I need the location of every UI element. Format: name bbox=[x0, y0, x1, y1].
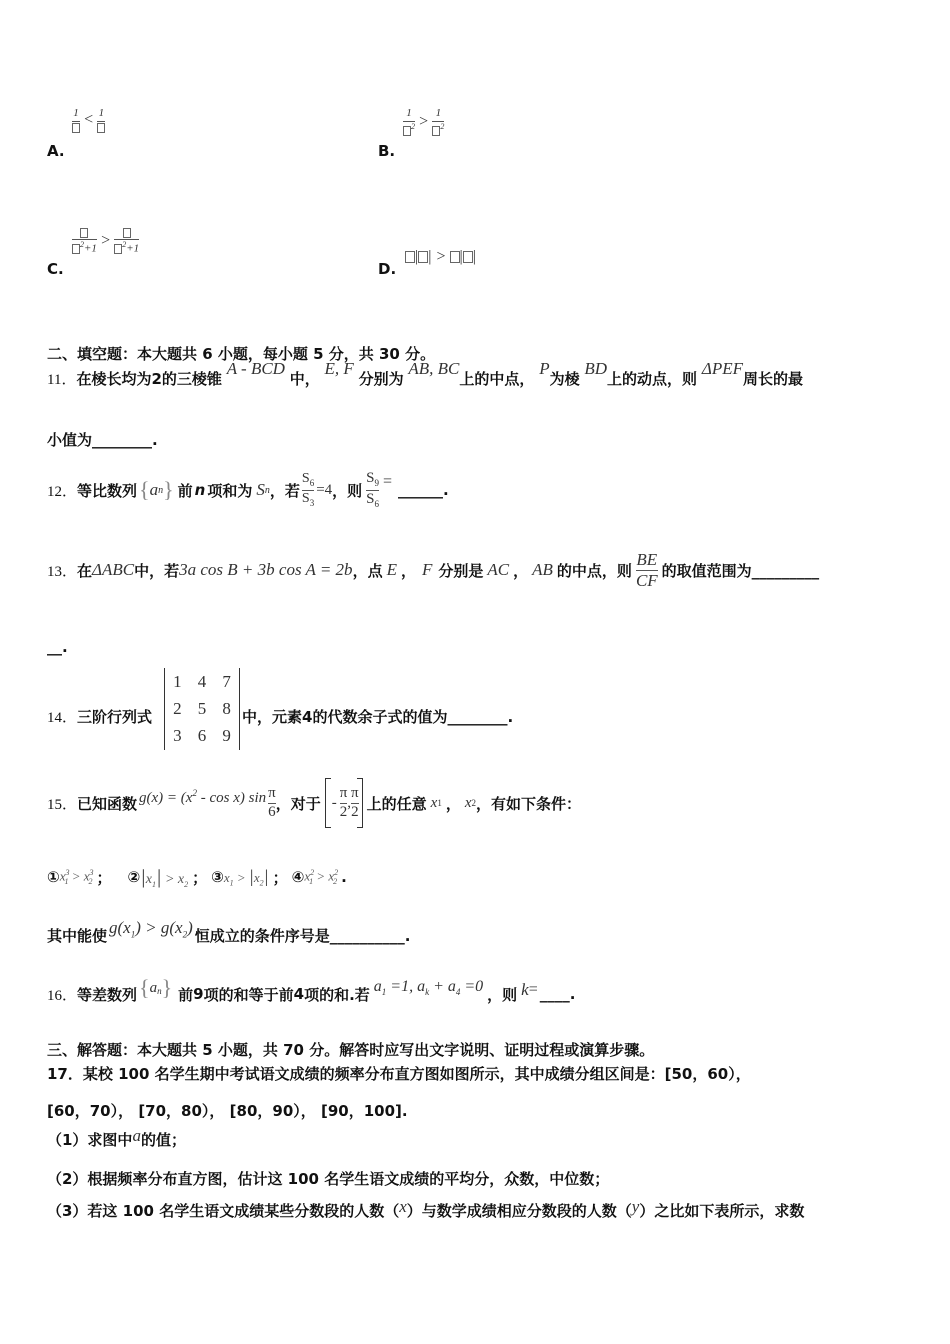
section-3-heading: 三、解答题：本大题共 5 小题，共 70 分。解答时应写出文字说明、证明过程或演算步骤。 bbox=[47, 1041, 655, 1059]
question-17-line1: 17．某校 100 名学生期中考试语文成绩的频率分布直方图如图所示，其中成绩分组区间是：[50，60）， bbox=[47, 1065, 751, 1083]
question-13: 13． 在 ΔABC 中，若 3a cos B + 3b cos A = 2b ，点 E ， F 分别是 AC ， AB 的中点，则 $\frac{BE}{CF}$ 的取值范围为_________ bbox=[47, 549, 820, 590]
question-14-prefix: 14．三阶行列式 bbox=[47, 708, 153, 726]
question-16: 16． 等差数列 { a $_n$ } 前 9 项的和等于前 4 项的和.若 $a_1 =1$, $a_k + a_4 =0$ ，则 k = ____. bbox=[47, 975, 576, 1004]
question-11: 11．在棱长均为2的三棱锥 A - BCD 中， E, F 分别为 AB, BC上的中点， P为棱 BD上的动点，则 ΔPEF周长的最 bbox=[47, 359, 803, 388]
question-14-suffix: 中，元素4的代数余子式的值为________. bbox=[242, 708, 514, 726]
question-13-line2: __. bbox=[47, 638, 68, 656]
question-17-part3: （3）若这 100 名学生语文成绩某些分数段的人数（x）与数学成绩相应分数段的人数（y）之比如下表所示，求数 bbox=[47, 1197, 805, 1220]
question-12: 12． 等比数列 { a n } 前 n 项和为 S n ，若 $\frac{S_6}{S_3}$ =4 ，则 $\frac{S_9}{S_6}$ = ______. bbox=[47, 470, 449, 509]
question-15-conditions: ① $x^3_1 > x^3_2$ ； ② $|x_1| > x_2$ ； ③ $x_1 > |x_2|$ ； ④ $x^2_1 > x^2_2$ . bbox=[47, 865, 347, 889]
question-17-line2: [60，70）， [70，80）， [80，90）， [90，100]. bbox=[47, 1102, 408, 1120]
question-11-line2: 小值为________. bbox=[47, 431, 158, 449]
question-17-part1: （1）求图中a的值； bbox=[47, 1126, 186, 1149]
option-b-label: B. bbox=[378, 142, 396, 160]
option-c-expr: $^2$+1 > $^2$+1 bbox=[72, 228, 139, 255]
option-d-label: D. bbox=[378, 260, 397, 278]
option-c-label: C. bbox=[47, 260, 64, 278]
option-b-expr: $\frac{1}{^2}$ > $\frac{1}{^2}$ bbox=[403, 108, 444, 137]
question-17-part2: （2）根据频率分布直方图，估计这 100 名学生语文成绩的平均分，众数，中位数； bbox=[47, 1170, 610, 1188]
option-a-label: A. bbox=[47, 142, 65, 160]
question-15-ask: 其中能使 $g(x_1) > g(x_2)$ 恒成立的条件序号是__________. bbox=[47, 918, 411, 945]
determinant-matrix: 1 4 7 2 5 8 3 6 9 bbox=[164, 668, 240, 750]
option-d-expr: | | > | | bbox=[405, 246, 476, 266]
section-2-heading: 二、填空题：本大题共 6 小题，每小题 5 分，共 30 分。 bbox=[47, 345, 436, 363]
question-15: 15． 已知函数 $g(x) = (x^2 - \cos x)$ sin $\frac{\pi}{6}$ ，对于 - $\frac{\pi}{2}$ , $\frac{\pi}{2}$ 上的任意 x 1 ， x 2 ，有如下条件： bbox=[47, 776, 581, 830]
option-a-expr: 1 < 1 bbox=[72, 108, 105, 133]
